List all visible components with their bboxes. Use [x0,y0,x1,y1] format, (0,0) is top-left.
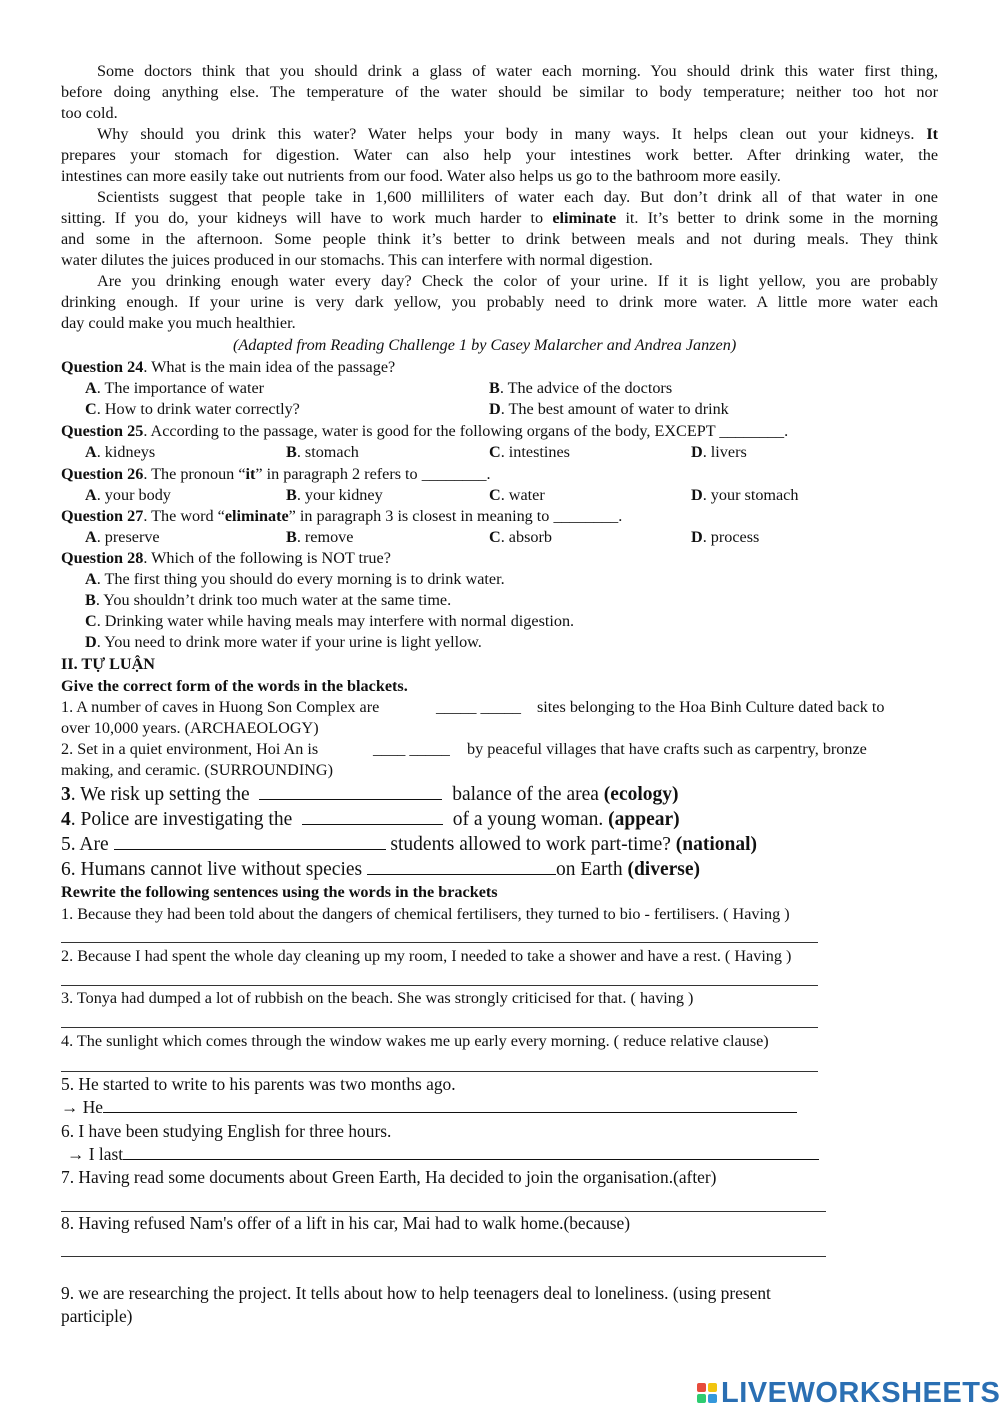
q28-option-b[interactable]: B. You shouldn’t drink too much water at the same time. [85,591,452,609]
rewrite-item-4: 4. The sunlight which comes through the window wakes me up early every morning. ( reduce relative clause) [61,1032,769,1050]
q24-option-b[interactable]: B. The advice of the doctors [489,379,673,397]
passage-p1-line1: Some doctors think that you should drink a glass of water each morning. You should drink this water first thing, [97,62,938,80]
passage-source: (Adapted from Reading Challenge 1 by Casey Malarcher and Andrea Janzen) [233,336,737,354]
rewrite-item-6-blank[interactable] [123,1145,819,1160]
word-form-item-3-blank[interactable] [259,783,442,800]
q28-option-a[interactable]: A. The first thing you should do every morning is to drink water. [85,570,505,588]
rewrite-item-3-answer-line[interactable] [61,1027,818,1028]
question-28: Question 28. Which of the following is NOT true? [61,549,391,567]
q26-option-b[interactable]: B. your kidney [286,486,383,504]
passage-p2-line2: prepares your stomach for digestion. Water can also help your intestines work better. After drinking water, the [61,146,938,164]
word-form-item-2-line2: making, and ceramic. (SURROUNDING) [61,761,333,779]
passage-p2-line1: Why should you drink this water? Water helps your body in many ways. It helps clean out your kidneys. It [97,125,939,143]
passage-p3-line1: Scientists suggest that people take in 1,600 milliliters of water each day. But don’t drink all of that water in one [97,188,938,206]
q25-option-d[interactable]: D. livers [691,443,747,461]
word-form-item-1-line2: over 10,000 years. (ARCHAEOLOGY) [61,719,319,737]
question-27: Question 27. The word “eliminate” in paragraph 3 is closest in meaning to ________. [61,507,623,525]
rewrite-item-5-answer: → He [61,1096,797,1119]
word-form-item-2-part2: by peaceful villages that have crafts such as carpentry, bronze [467,740,867,758]
rewrite-item-6-answer: → I last [67,1143,819,1166]
q24-option-a[interactable]: A. The importance of water [85,379,265,397]
q28-option-c[interactable]: C. Drinking water while having meals may interfere with normal digestion. [85,612,575,630]
rewrite-item-6: 6. I have been studying English for three hours. [61,1121,392,1141]
question-25: Question 25. According to the passage, water is good for the following organs of the body, EXCEPT ________. [61,422,789,440]
q27-option-d[interactable]: D. process [691,528,760,546]
logo-square-green [697,1394,706,1403]
q26-option-a[interactable]: A. your body [85,486,171,504]
q28-option-d[interactable]: D. You need to drink more water if your urine is light yellow. [85,633,482,651]
word-form-item-2-part1: 2. Set in a quiet environment, Hoi An is [61,740,319,758]
word-form-item-1-part1: 1. A number of caves in Huong Son Complex are [61,698,380,716]
arrow-right-icon: → [61,1097,79,1117]
passage-p2-line3: intestines can more easily take out nutrients from our food. Water also helps us go to the bathroom more easily. [61,167,781,185]
rewrite-item-8-answer-line[interactable] [61,1256,826,1257]
word-form-item-6-blank[interactable] [367,858,556,875]
word-eliminate-highlight: eliminate [552,209,617,227]
q24-option-c[interactable]: C. How to drink water correctly? [85,400,300,418]
word-form-item-6: 6. Humans cannot live without species on Earth (diverse) [61,859,701,880]
rewrite-item-9-line1: 9. we are researching the project. It tells about how to help teenagers deal to loneliness. (using present [61,1283,771,1303]
passage-p3-line2: sitting. If you do, your kidneys will have to work much harder to eliminate it. It’s better to drink some in the morning [61,209,939,227]
rewrite-item-9-line2: participle) [61,1306,133,1326]
word-form-item-2-blank[interactable]: ____ _____ [373,740,450,758]
liveworksheets-logo-text: LIVEWORKSHEETS [721,1376,1000,1409]
word-form-item-5: 5. Are students allowed to work part-time? (national) [61,834,758,855]
passage-p1-line3: too cold. [61,104,118,122]
rewrite-item-5: 5. He started to write to his parents was two months ago. [61,1074,456,1094]
q27-option-c[interactable]: C. absorb [489,528,552,546]
q26-option-d[interactable]: D. your stomach [691,486,799,504]
q24-option-d[interactable]: D. The best amount of water to drink [489,400,729,418]
q26-option-c[interactable]: C. water [489,486,545,504]
passage-p4-line3: day could make you much healthier. [61,314,296,332]
rewrite-item-3: 3. Tonya had dumped a lot of rubbish on the beach. She was strongly criticised for that. ( having ) [61,989,694,1007]
word-form-item-1-blank[interactable]: _____ _____ [436,698,521,716]
rewrite-item-2: 2. Because I had spent the whole day cleaning up my room, I needed to take a shower and have a rest. ( Having ) [61,947,792,965]
q25-option-a[interactable]: A. kidneys [85,443,156,461]
word-form-instruction: Give the correct form of the words in the blackets. [61,677,408,695]
pronoun-it-highlight: It [926,125,939,143]
rewrite-item-4-answer-line[interactable] [61,1071,818,1072]
rewrite-item-1-answer-line[interactable] [61,942,818,943]
word-form-item-4: 4. Police are investigating the of a young woman. (appear) [61,809,680,830]
q27-option-b[interactable]: B. remove [286,528,354,546]
section-2-heading: II. TỰ LUẬN [61,655,155,673]
rewrite-item-2-answer-line[interactable] [61,985,818,986]
word-form-item-3: 3. We risk up setting the balance of the area (ecology) [61,784,679,805]
rewrite-item-1: 1. Because they had been told about the dangers of chemical fertilisers, they turned to bio - fertilisers. ( Having ) [61,905,790,923]
word-form-item-1-part2: sites belonging to the Hoa Binh Culture dated back to [537,698,885,716]
question-24: Question 24. What is the main idea of the passage? [61,358,396,376]
logo-square-red [697,1383,706,1392]
arrow-right-icon: → [67,1144,85,1164]
passage-p1-line2: before doing anything else. The temperature of the water should be similar to body temperature; neither too hot nor [61,83,938,101]
passage-p3-line3: and some in the afternoon. Some people think it’s better to drink between meals and not during meals. They think [61,230,938,248]
liveworksheets-logo [697,1376,1000,1410]
word-form-item-4-blank[interactable] [302,808,443,825]
q27-option-a[interactable]: A. preserve [85,528,160,546]
passage-p4-line1: Are you drinking enough water every day? Check the color of your urine. If it is light yellow, you are probably [97,272,938,290]
liveworksheets-logo-icon [697,1383,717,1403]
rewrite-item-8: 8. Having refused Nam's offer of a lift in his car, Mai had to walk home.(because) [61,1213,631,1233]
passage-p3-line4: water dilutes the juices produced in our stomachs. This can interfere with normal digestion. [61,251,653,269]
passage-p4-line2: drinking enough. If your urine is very dark yellow, you probably need to drink more water. A little more water each [61,293,938,311]
rewrite-instruction: Rewrite the following sentences using the words in the brackets [61,883,498,901]
word-form-item-5-blank[interactable] [114,833,386,850]
q25-option-b[interactable]: B. stomach [286,443,359,461]
rewrite-item-7: 7. Having read some documents about Green Earth, Ha decided to join the organisation.(after) [61,1167,717,1187]
logo-square-yellow [708,1383,717,1392]
rewrite-item-5-blank[interactable] [103,1098,797,1113]
q25-option-c[interactable]: C. intestines [489,443,570,461]
question-26: Question 26. The pronoun “it” in paragraph 2 refers to ________. [61,465,491,483]
logo-square-blue [708,1394,717,1403]
